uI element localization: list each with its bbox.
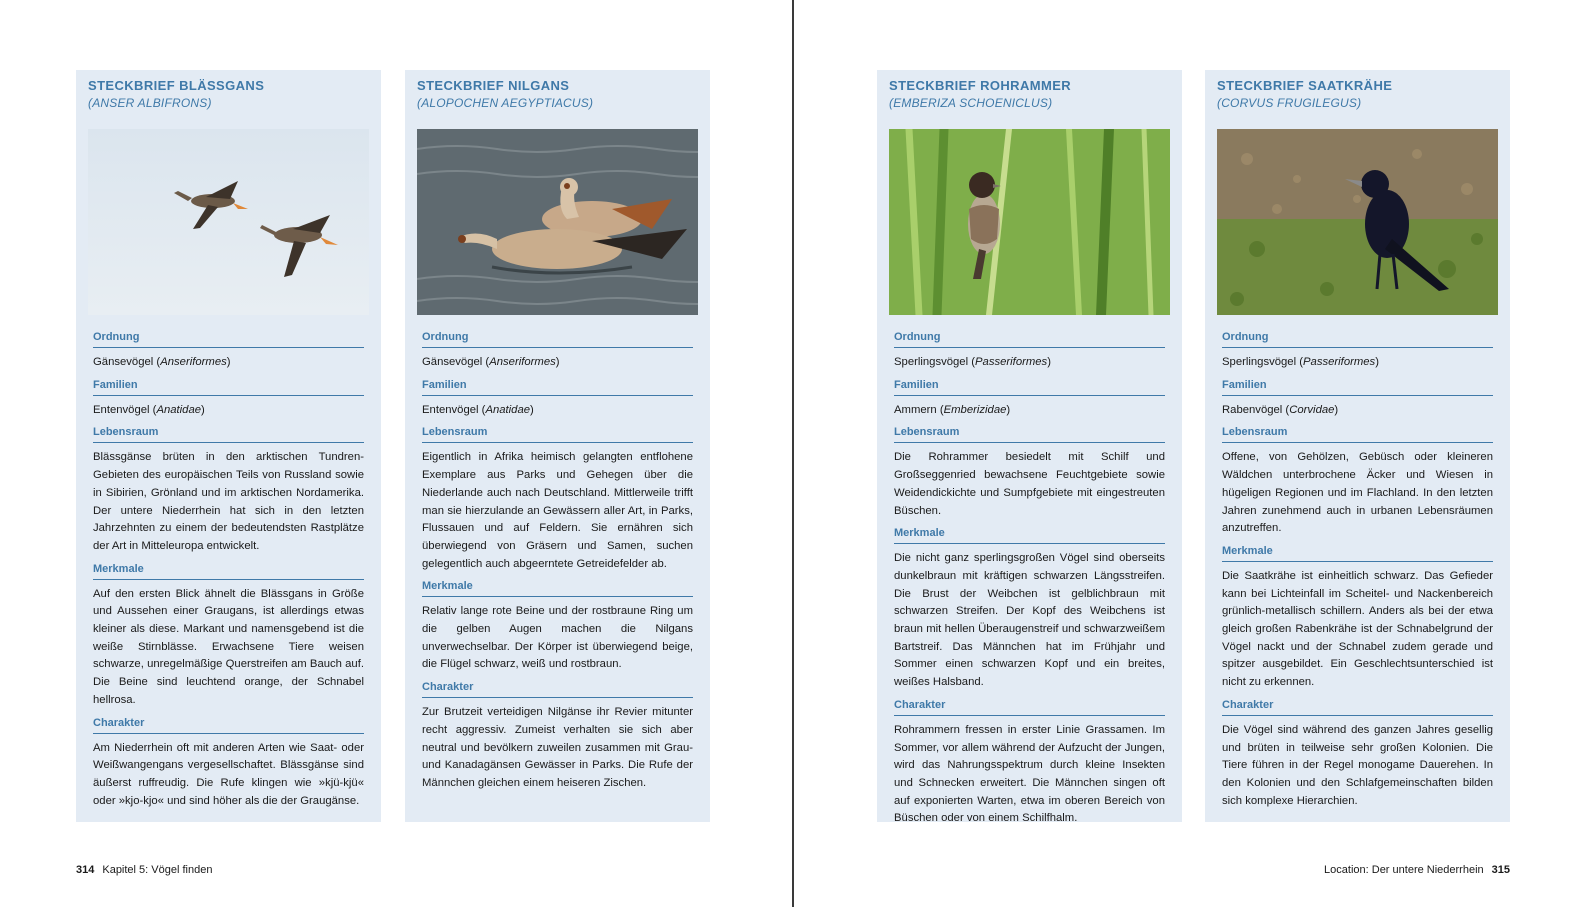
section-text-lebensraum: Eigentlich in Afrika heimisch gelangten entflohene Exemplare aus Parks und Gehegen über die Niederlande auch nach Deutschland. Mittlerweile trifft man sie hierzulande an Gewässern aller Art, in Parks, Flussauen und auf Feldern. Sie ernähren sich überwiegend von Gräsern und Samen, suchen gelegentlich auch abgeerntete Getreidefelder ab. xyxy=(422,451,693,570)
section-text-merkmale: Die Saatkrähe ist einheitlich schwarz. Das Gefieder kann bei Lichteinfall im Scheitel- und Nackenbereich grünlich-metallisch schillern. Anders als bei der etwa gleich großen Rabenkrähe ist der Schnabelgrund der Vögel nackt und der Schnabel zudem gerade und spitzer ausgebildet. Ein Geschlechtsunterschied ist nicht zu erkennen. xyxy=(1222,569,1493,689)
section-label-familien: Familien xyxy=(1222,379,1493,396)
running-head-right: Location: Der untere Niederrhein xyxy=(1324,864,1484,876)
section-label-familien: Familien xyxy=(93,379,364,396)
section-label-merkmale: Merkmale xyxy=(1222,545,1493,562)
section-text-merkmale: Relativ lange rote Beine und der rostbraune Ring um die gelben Augen machen die Nilgans unverwechselbar. Der Körper ist überwiegend beige, die Flügel schwarz, weiß und rostbraun. xyxy=(422,605,693,671)
species-card-saatkraehe xyxy=(1205,70,1510,822)
section-label-familien: Familien xyxy=(422,379,693,396)
section-text-familien: Rabenvögel (Corvidae) xyxy=(1222,403,1339,416)
section-text-charakter: Rohrammern fressen in erster Linie Grassamen. Im Sommer, vor allem während der Aufzucht der Jungen, wird das Nahrungsspektrum durch kleine Insekten und Schnecken erweitert. Die Männchen singen oft auf exponierten Warten, etwa im oberen Bereich von Büschen oder von einem Schilfhalm. xyxy=(894,723,1165,825)
card-title: STECKBRIEF BLÄSSGANS xyxy=(88,78,265,93)
section-label-merkmale: Merkmale xyxy=(422,580,693,597)
photo-reed-bunting xyxy=(889,129,1170,315)
section-label-charakter: Charakter xyxy=(894,699,1165,716)
section-label-ordnung: Ordnung xyxy=(422,331,693,348)
section-text-lebensraum: Offene, von Gehölzen, Gebüsch oder kleineren Wäldchen unterbrochene Äcker und Wiesen in hügeligen Regionen und im Flachland. In den letzten Jahren zunehmend auch in urbanen Lebensräumen anzutreffen. xyxy=(1222,451,1493,535)
section-text-familien: Ammern (Emberizidae) xyxy=(894,403,1011,416)
section-text-charakter: Die Vögel sind während des ganzen Jahres gesellig und brüten in teilweise sehr großen Kolonien. Die Tiere führen in der Regel monogame Dauerehen. In den Kolonien und den Schlafgemeinschaften bilden sich komplexe Hierarchien. xyxy=(1222,723,1493,807)
section-label-charakter: Charakter xyxy=(422,681,693,698)
section-text-charakter: Am Niederrhein oft mit anderen Arten wie Saat- oder Weißwangengans vergesellschaftet. Blässgänse sind äußerst ruffreudig. Die Rufe klingen wie »kjü-kjü« oder »kjo-kjo« und sind höher als die der Graugänse. xyxy=(93,741,364,807)
section-label-ordnung: Ordnung xyxy=(1222,331,1493,348)
species-card-rohrammer xyxy=(877,70,1182,825)
section-label-lebensraum: Lebensraum xyxy=(422,426,693,443)
section-text-familien: Entenvögel (Anatidae) xyxy=(422,403,534,416)
section-label-familien: Familien xyxy=(894,379,1165,396)
photo-rook xyxy=(1217,129,1498,315)
section-label-charakter: Charakter xyxy=(1222,699,1493,716)
section-label-merkmale: Merkmale xyxy=(894,527,1165,544)
card-latin-name: (EMBERIZA SCHOENICLUS) xyxy=(889,96,1053,110)
card-title: STECKBRIEF NILGANS xyxy=(417,78,570,93)
section-text-ordnung: Sperlingsvögel (Passeriformes) xyxy=(1222,356,1379,368)
section-text-lebensraum: Blässgänse brüten in den arktischen Tundren-Gebieten des europäischen Teils von Russland sowie in Sibirien, Grönland und im arktischen Nordamerika. Der untere Niederrhein hat sich in den letzten Jahrzehnten zu einem der bedeutendsten Rastplätze der Art in Mitteleuropa entwickelt. xyxy=(93,451,364,552)
section-text-familien: Entenvögel (Anatidae) xyxy=(93,403,205,416)
section-label-ordnung: Ordnung xyxy=(894,331,1165,348)
running-head-left: Kapitel 5: Vögel finden xyxy=(102,864,213,876)
photo-geese-in-flight xyxy=(88,129,369,315)
species-card-blaessgans xyxy=(76,70,381,822)
section-label-lebensraum: Lebensraum xyxy=(1222,426,1493,443)
species-card-nilgans xyxy=(405,70,710,822)
section-text-merkmale: Die nicht ganz sperlingsgroßen Vögel sind oberseits dunkelbraun mit kräftigen schwarzen Längsstreifen. Die Brust der Weibchen ist gelblichbraun mit schwarzen Streifen. Der Kopf des Weibchens ist braun mit hellen Überaugenstreif und schwarzweißem Bartstreif. Das Männchen hat im Frühjahr und Sommer einen schwarzen Kopf und ein breites, weißes Halsband. xyxy=(894,552,1165,689)
section-text-ordnung: Gänsevögel (Anseriformes) xyxy=(422,356,560,368)
section-text-ordnung: Gänsevögel (Anseriformes) xyxy=(93,356,231,368)
card-latin-name: (CORVUS FRUGILEGUS) xyxy=(1217,96,1362,110)
section-text-charakter: Zur Brutzeit verteidigen Nilgänse ihr Revier mitunter recht aggressiv. Zumeist verhalten sie sich aber neutral und bevölkern zuweilen zusammen mit Grau- und Kanadagänsen Gewässer in Parks. Die Rufe der Männchen gleichen einem heiseren Zischen. xyxy=(422,706,693,789)
card-title: STECKBRIEF ROHRAMMER xyxy=(889,78,1072,93)
page-number-left: 314 xyxy=(76,864,95,876)
section-label-merkmale: Merkmale xyxy=(93,563,364,580)
book-gutter xyxy=(792,0,794,907)
section-label-lebensraum: Lebensraum xyxy=(894,426,1165,443)
card-title: STECKBRIEF SAATKRÄHE xyxy=(1217,78,1393,93)
footer-left xyxy=(76,864,212,876)
footer-right xyxy=(1320,864,1510,876)
section-label-ordnung: Ordnung xyxy=(93,331,364,348)
photo-egyptian-geese xyxy=(417,129,698,315)
section-label-lebensraum: Lebensraum xyxy=(93,426,364,443)
section-text-merkmale: Auf den ersten Blick ähnelt die Blässgans in Größe und Aussehen einer Graugans, ist allerdings etwas kleiner als diese. Markant und namensgebend ist die weiße Stirnblässe. Erwachsene Tiere weisen schwarze, unregelmäßige Querstreifen am Bauch auf. Die Beine sind leuchtend orange, der Schnabel hellrosa. xyxy=(93,587,364,706)
section-text-lebensraum: Die Rohrammer besiedelt mit Schilf und Großseggenried bewachsene Feuchtgebiete sowie Weidendickichte und Sumpfgebiete mit eingestreuten Büschen. xyxy=(894,451,1165,517)
section-text-ordnung: Sperlingsvögel (Passeriformes) xyxy=(894,356,1051,368)
card-latin-name: (ALOPOCHEN AEGYPTIACUS) xyxy=(417,96,594,110)
section-label-charakter: Charakter xyxy=(93,717,364,734)
page-number-right: 315 xyxy=(1491,864,1510,876)
card-latin-name: (ANSER ALBIFRONS) xyxy=(88,96,212,110)
